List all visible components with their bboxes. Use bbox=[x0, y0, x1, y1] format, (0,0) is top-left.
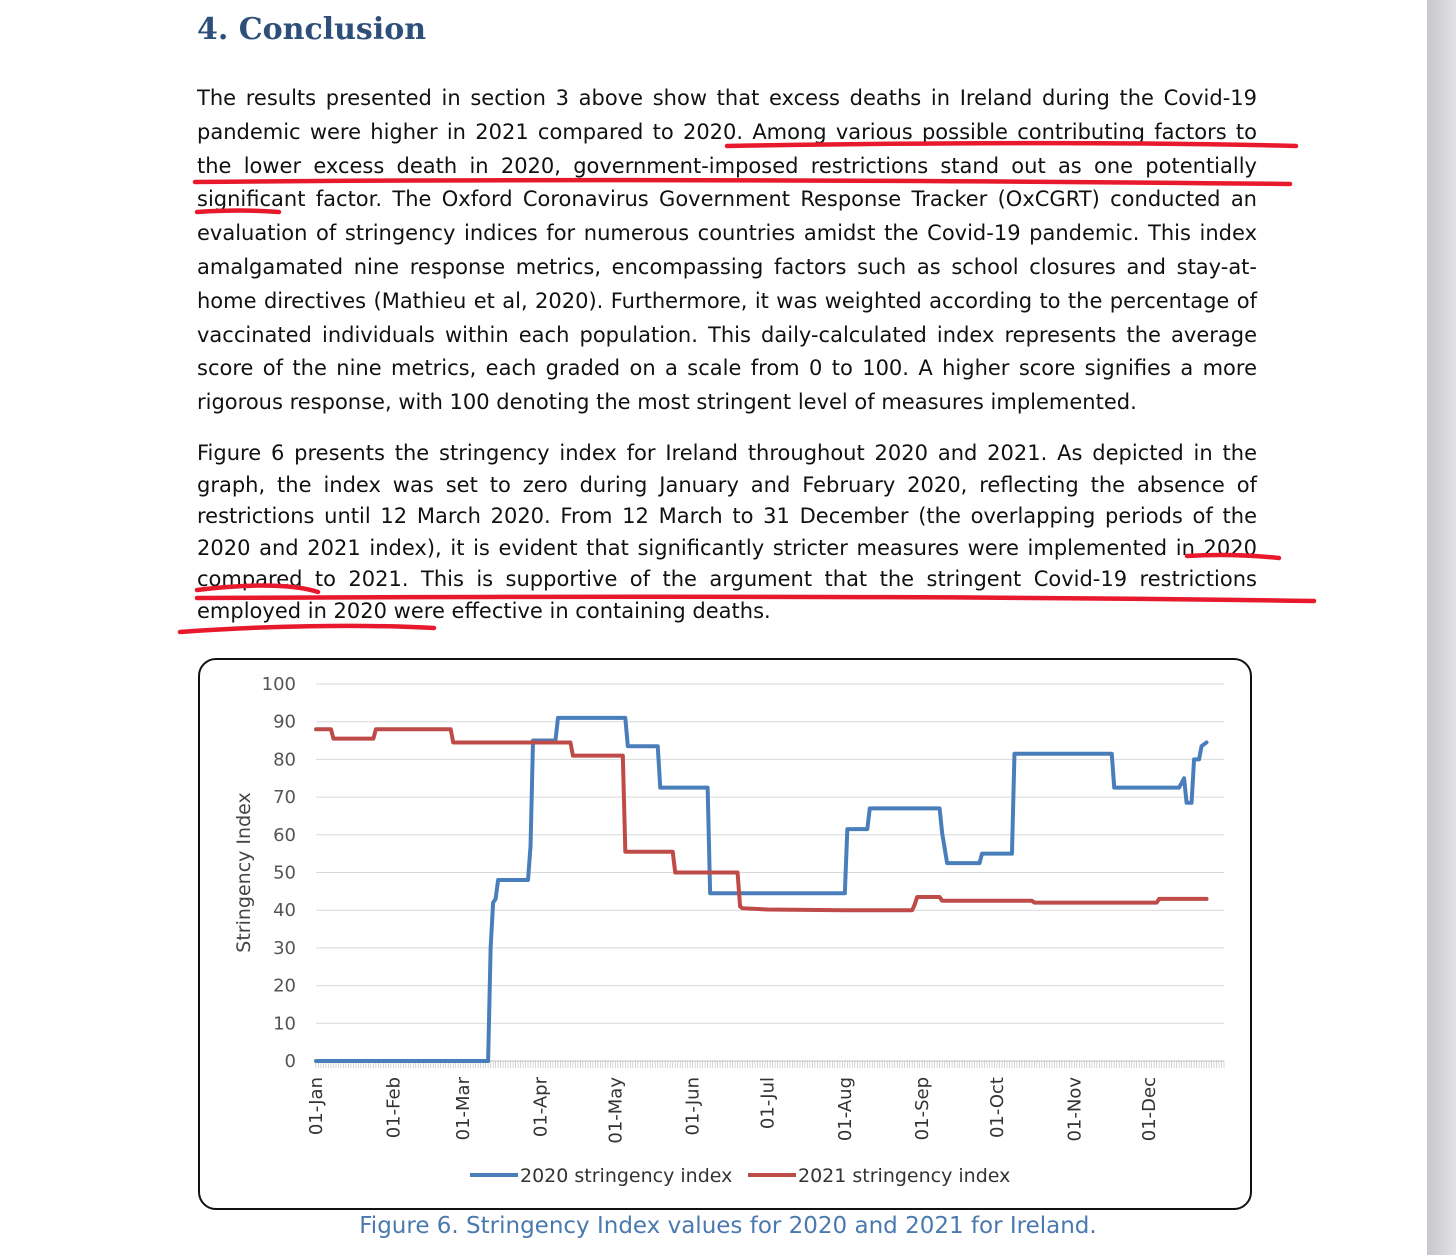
paragraph-1: The results presented in section 3 above show that excess deaths in Ireland during the Covid-19 pandemic were higher in 2021 compared to 2020. Among various possible contributing factors to the lower excess death in 2020, government-imposed restrictions stand out as one potentially significant factor. The Oxford Coronavirus Government Response Tracker (OxCGRT) conducted an evaluation of stringency indices for numerous countries amidst the Covid-19 pandemic. This index amalgamated nine response metrics, encompassing factors such as school closures and stay-at-home directives (Mathieu et al, 2020). Furthermore, it was weighted according to the percentage of vaccinated individuals within each population. This daily-calculated index represents the average score of the nine metrics, each graded on a scale from 0 to 100. A higher score signifies a more rigorous response, with 100 denoting the most stringent level of measures implemented. bbox=[197, 86, 1257, 415]
figure-caption: Figure 6. Stringency Index values for 2020 and 2021 for Ireland. bbox=[359, 1213, 1097, 1239]
x-tick-label: 01-Dec bbox=[1139, 1077, 1161, 1142]
y-tick-label: 10 bbox=[273, 1013, 296, 1035]
x-tick-label: 01-Mar bbox=[453, 1077, 475, 1141]
x-tick-label: 01-Sep bbox=[912, 1077, 934, 1141]
x-tick-label: 01-May bbox=[605, 1077, 627, 1144]
x-tick-label: 01-Jul bbox=[757, 1077, 779, 1130]
paragraph-2: Figure 6 presents the stringency index for Ireland throughout 2020 and 2021. As depicted in the graph, the index was set to zero during January and February 2020, reflecting the absence of restrictions until 12 March 2020. From 12 March to 31 December (the overlapping periods of the 2020 and 2021 index), it is evident that significantly stricter measures were implemented in 2020 compared to 2021. This is supportive of the argument that the stringent Covid-19 restrictions employed in 2020 were effective in containing deaths. bbox=[197, 441, 1257, 623]
y-tick-label: 40 bbox=[273, 900, 296, 922]
y-tick-label: 100 bbox=[261, 674, 296, 695]
x-tick-label: 01-Oct bbox=[987, 1077, 1008, 1139]
y-tick-label: 90 bbox=[273, 711, 296, 733]
x-tick-label: 01-Aug bbox=[834, 1077, 856, 1142]
x-tick-label: 01-Nov bbox=[1064, 1077, 1086, 1142]
series-line-2020 bbox=[316, 718, 1207, 1061]
y-tick-label: 80 bbox=[273, 749, 296, 771]
y-tick-label: 30 bbox=[273, 937, 296, 959]
page-edge bbox=[1427, 0, 1456, 1255]
legend-label-2020: 2020 stringency index bbox=[520, 1165, 733, 1187]
x-tick-label: 01-Jun bbox=[682, 1077, 704, 1136]
series-line-2021 bbox=[316, 729, 1207, 910]
figure-6-chart bbox=[198, 658, 1252, 1210]
stringency-chart-svg bbox=[200, 660, 1250, 1208]
x-tick-label: 01-Feb bbox=[383, 1077, 405, 1139]
y-tick-label: 20 bbox=[273, 975, 296, 997]
legend-label-2021: 2021 stringency index bbox=[798, 1165, 1011, 1187]
x-tick-label: 01-Jan bbox=[306, 1077, 327, 1136]
y-tick-label: 70 bbox=[273, 787, 296, 809]
y-tick-label: 50 bbox=[273, 862, 296, 884]
section-heading: 4. Conclusion bbox=[197, 12, 427, 47]
y-tick-label: 0 bbox=[284, 1051, 296, 1072]
y-axis-title: Stringency Index bbox=[233, 792, 255, 953]
y-tick-label: 60 bbox=[273, 824, 296, 846]
x-tick-label: 01-Apr bbox=[530, 1077, 552, 1138]
